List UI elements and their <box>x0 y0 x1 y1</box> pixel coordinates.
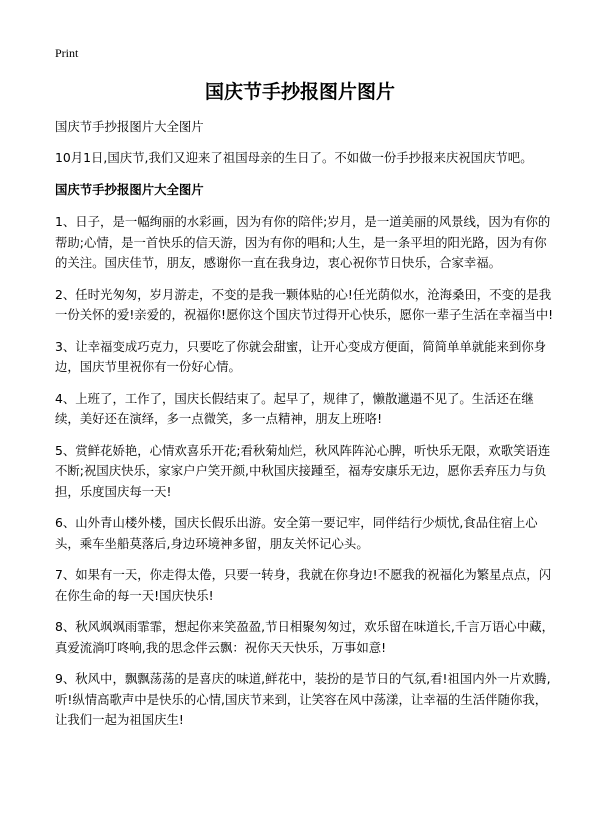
list-item: 9、秋风中，飘飘荡荡的是喜庆的味道,鲜花中，装扮的是节日的气氛,看!祖国内外一片欢腾,听!纵情高歌声中是快乐的心情,国庆节来到，让笑容在风中荡漾，让幸福的生活伴随你我，让我们一起为祖国庆生! <box>55 671 551 727</box>
page-title: 国庆节手抄报图片图片 <box>204 81 395 103</box>
list-item: 2、任时光匆匆，岁月游走，不变的是我一颗体贴的心!任光荫似水，沧海桑田，不变的是我一份关怀的爱!亲爱的，祝福你!愿你这个国庆节过得开心快乐，愿你一辈子生活在幸福当中! <box>55 286 554 322</box>
section-heading: 国庆节手抄报图片大全图片 <box>55 182 204 197</box>
print-link[interactable]: Print <box>55 46 79 60</box>
list-item: 1、日子，是一幅绚丽的水彩画，因为有你的陪伴;岁月，是一道美丽的风景线，因为有你的帮助;心情，是一首快乐的信天游，因为有你的唱和;人生，是一条平坦的阳光路，因为有你的关注。国庆佳节，朋友，感谢你一直在我身边，衷心祝你节日快乐，合家幸福。 <box>55 214 551 270</box>
article-intro: 10月1日,国庆节,我们又迎来了祖国母亲的生日了。不如做一份手抄报来庆祝国庆节吧。 <box>55 150 533 165</box>
list-item: 7、如果有一天，你走得太倦，只要一转身，我就在你身边!不愿我的祝福化为繁星点点，闪在你生命的每一天!国庆快乐! <box>55 567 552 603</box>
article-subtitle: 国庆节手抄报图片大全图片 <box>55 119 204 134</box>
article-body <box>55 117 555 742</box>
list-item: 4、上班了，工作了，国庆长假结束了。起早了，规律了，懒散邋遢不见了。生活还在继续，美好还在演绎，多一点微笑，多一点精神，朋友上班咯! <box>55 390 534 426</box>
list-item: 6、山外青山楼外楼，国庆长假乐出游。安全第一要记牢，同伴结行少烦忧,食品住宿上心头，乘车坐船莫落后,身边环境神多留，朋友关怀记心头。 <box>55 515 538 551</box>
list-item: 5、赏鲜花娇艳，心情欢喜乐开花;看秋菊灿烂，秋风阵阵沁心脾，听快乐无限，欢歌笑语连不断;祝国庆快乐，家家户户笑开颜,中秋国庆接踵至，福寿安康乐无边，愿你丢弃压力与负担，乐度国庆每一天! <box>55 442 551 499</box>
list-item: 3、让幸福变成巧克力，只要吃了你就会甜蜜，让开心变成方便面，简简单单就能来到你身边，国庆节里祝你有一份好心情。 <box>55 338 547 374</box>
list-item: 8、秋风飒飒雨霏霏，想起你来笑盈盈,节日相聚匆匆过，欢乐留在味道长,千言万语心中藏，真爱流淌叮咚响,我的思念伴云飘：祝你天天快乐，万事如意! <box>55 619 554 655</box>
